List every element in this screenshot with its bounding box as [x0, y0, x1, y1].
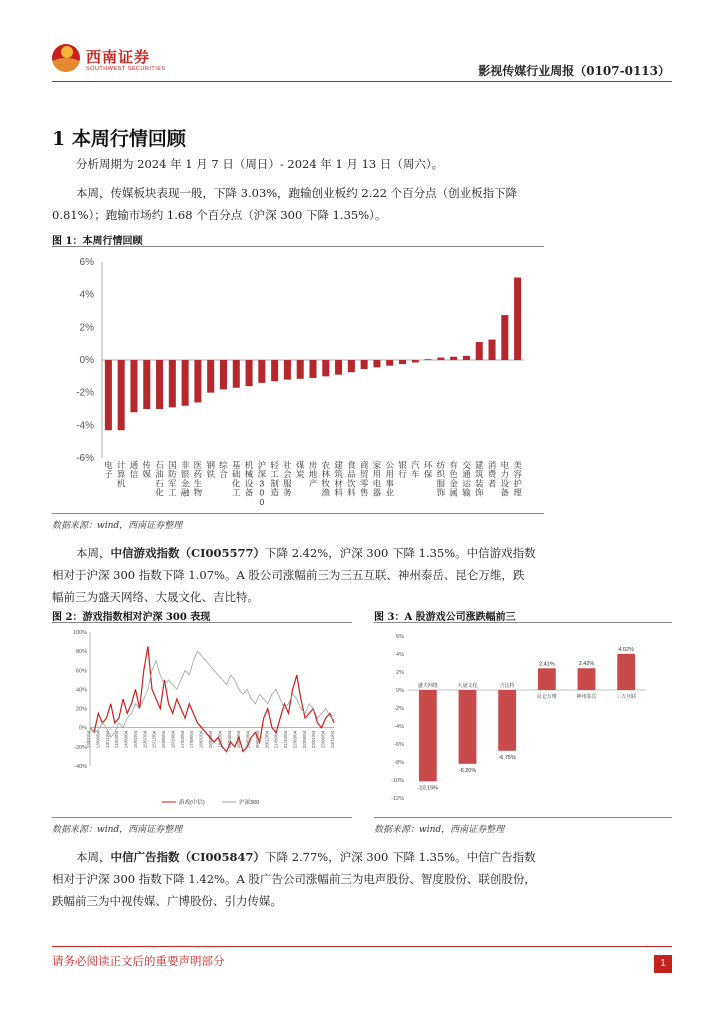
x-tick-label: 22/08/04: [301, 730, 307, 749]
figure3-caption: 图 3：A 股游戏公司涨跌幅前三: [374, 612, 516, 623]
bar: [498, 690, 516, 751]
x-tick-label: 19/04/04: [226, 730, 232, 749]
data-label: 2.41%: [539, 661, 555, 668]
bar: [143, 360, 150, 409]
bar: [437, 358, 444, 360]
paragraph-summary-line1: 本周，传媒板块表现一般，下降 3.03%，跑输创业板约 2.22 个百分点（创业板指下降: [76, 186, 518, 200]
legend-label: 游戏(中信): [179, 800, 205, 806]
bar: [578, 668, 596, 690]
data-label: -10.15%: [417, 785, 439, 792]
x-tick-label: 21/05/04: [273, 730, 279, 749]
figure1-source: 数据来源：wind，西南证券整理: [52, 521, 183, 531]
x-tick-label: 17/03/04: [179, 730, 185, 749]
y-tick-label: -6%: [76, 453, 94, 464]
x-tick-label: 15/12/04: [151, 730, 157, 749]
bar: [425, 359, 432, 360]
bar: [335, 360, 342, 375]
bar: [617, 654, 635, 690]
p4-line3: 跌幅前三为中视传媒、广博股份、引力传媒。: [52, 894, 282, 908]
y-tick-label: 80%: [75, 649, 87, 656]
data-label: -8.20%: [458, 767, 477, 774]
x-tick-label: 22/03/04: [292, 730, 298, 749]
bar: [246, 360, 253, 386]
x-tick-label: 国防军工: [168, 460, 177, 498]
y-tick-label: 6%: [396, 634, 404, 640]
figure2-caption: 图 2：游戏指数相对沪深 300 表现: [52, 612, 211, 623]
x-tick-label: 昆仑万维: [536, 694, 557, 700]
x-tick-label: 13/11/04: [104, 730, 110, 748]
x-tick-label: 沪深 3 0 0: [257, 460, 267, 507]
x-tick-label: 公用事业: [385, 460, 394, 498]
y-tick-label: -40%: [74, 764, 87, 770]
x-tick-label: 三五互联: [616, 694, 637, 700]
p4-line2: 相对于沪深 300 指数下降 1.42%。A 股广告公司涨幅前三为电声股份、智度股份、联创股份，: [52, 872, 536, 886]
bar: [348, 360, 355, 372]
section-title: 1 本周行情回顾: [52, 128, 186, 150]
y-tick-label: 2%: [79, 322, 94, 334]
figure1-bottom-rule: [52, 513, 544, 514]
y-tick-label: 4%: [79, 289, 94, 301]
x-tick-label: 15/07/04: [142, 730, 148, 749]
x-tick-label: 16/05/04: [161, 730, 167, 749]
p3-suffix: 下降 2.42%，沪深 300 下降 1.35%。中信游戏指数: [265, 546, 536, 560]
bar: [130, 360, 137, 412]
x-tick-label: 钢铁: [206, 460, 215, 480]
y-tick-label: -12%: [391, 796, 404, 802]
header-divider: [52, 81, 672, 82]
x-tick-label: 18/01/04: [198, 730, 204, 749]
p3-prefix: 本周，: [76, 546, 111, 560]
bar: [297, 360, 304, 379]
x-tick-label: 建筑材料: [334, 460, 343, 498]
bar: [207, 360, 214, 393]
y-tick-label: 20%: [75, 706, 87, 713]
x-tick-label: 通信: [129, 460, 139, 480]
figure1-top-rule: [52, 246, 544, 247]
legend-label: 沪深300: [239, 800, 260, 806]
x-tick-label: 21/10/04: [283, 730, 289, 749]
logo-icon: [52, 44, 80, 72]
figure3-top-rule: [374, 622, 672, 623]
y-tick-label: 6%: [79, 257, 94, 268]
y-tick-label: 0%: [79, 725, 87, 732]
report-title: 影视传媒行业周报（0107-0113）: [478, 64, 670, 78]
x-tick-label: 房地产: [308, 460, 318, 489]
x-tick-label: 电子: [104, 460, 113, 480]
y-tick-label: -10%: [391, 778, 404, 784]
x-tick-label: 环保: [423, 460, 433, 480]
logo-text: 西南证券: [86, 48, 151, 66]
paragraph-summary-line2: 0.81%）；跑输市场约 1.68 个百分点（沪深 300 下降 1.35%）。: [52, 208, 387, 222]
bar: [182, 360, 189, 406]
x-tick-label: 综合: [219, 460, 228, 480]
x-tick-label: 盛天网络: [417, 683, 438, 689]
paragraph-game-index: [52, 542, 672, 608]
x-tick-label: 13/06/04: [95, 730, 101, 749]
x-tick-label: 建筑装饰: [474, 460, 484, 498]
bar: [399, 360, 406, 364]
x-tick-label: 商贸零售: [359, 460, 369, 498]
figure3-chart: [374, 624, 672, 816]
x-tick-label: 银行: [398, 460, 407, 480]
p3-line3: 幅前三为盛天网络、大晟文化、吉比特。: [52, 590, 259, 604]
x-tick-label: 交通运输: [462, 460, 471, 498]
bar: [489, 340, 496, 360]
y-tick-label: -20%: [74, 744, 87, 751]
p4-suffix: 下降 2.77%，沪深 300 下降 1.35%。中信广告指数: [265, 850, 536, 864]
bar: [233, 360, 240, 388]
y-tick-label: 40%: [75, 687, 87, 694]
x-tick-label: 20/12/04: [264, 730, 270, 749]
x-tick-label: 20/07/04: [254, 730, 260, 749]
bar: [105, 360, 112, 430]
y-tick-label: 0%: [79, 355, 94, 366]
x-tick-label: 社会服务: [283, 460, 292, 498]
figure1-chart: [52, 248, 544, 512]
x-tick-label: 14/04/04: [114, 730, 120, 749]
bar: [156, 360, 163, 409]
figure2-chart: [52, 624, 352, 816]
bar: [271, 360, 278, 381]
x-tick-label: 15/02/04: [132, 730, 138, 749]
x-tick-label: 煤炭: [295, 460, 305, 480]
x-tick-label: 石油石化: [155, 460, 164, 498]
x-tick-label: 23/01/04: [311, 730, 317, 749]
x-tick-label: 食品饮料: [347, 460, 356, 498]
x-tick-label: 电力设备: [500, 460, 510, 498]
y-tick-label: -6%: [394, 742, 404, 748]
x-tick-label: 农林牧渔: [321, 460, 331, 498]
x-tick-label: 17/08/04: [189, 730, 195, 749]
x-tick-label: 23/06/04: [320, 730, 326, 749]
bar: [361, 360, 368, 369]
y-tick-label: 60%: [75, 668, 87, 675]
logo-subtext: SOUTHWEST SECURITIES: [86, 66, 166, 72]
x-tick-label: 机械设备: [244, 460, 254, 498]
x-tick-label: 20/02/04: [245, 730, 251, 749]
bar: [169, 360, 176, 407]
bar: [386, 360, 393, 366]
y-tick-label: 4%: [396, 652, 404, 658]
bar: [476, 342, 483, 360]
x-tick-label: 18/06/04: [208, 730, 213, 749]
x-tick-label: 18/11/04: [217, 730, 223, 748]
y-tick-label: -2%: [394, 706, 404, 712]
y-tick-label: -4%: [76, 420, 94, 432]
x-tick-label: 非银金融: [180, 460, 190, 498]
p3-line2: 相对于沪深 300 指数下降 1.07%。A 股公司涨幅前三为三五互联、神州泰岳、昆仑万维，跌: [52, 568, 525, 582]
figure2-bottom-rule: [52, 817, 352, 818]
bar: [501, 315, 508, 360]
y-tick-label: 100%: [72, 630, 87, 636]
figure3-bottom-rule: [374, 817, 672, 818]
paragraph-ad-index: [52, 846, 672, 912]
x-tick-label: 传媒: [142, 460, 152, 480]
bar: [118, 360, 125, 430]
x-tick-label: 神州泰岳: [576, 694, 597, 700]
bar: [514, 278, 521, 360]
x-tick-label: 基础化工: [232, 460, 241, 498]
x-tick-label: 19/09/04: [236, 730, 242, 749]
bar: [419, 690, 437, 781]
x-tick-label: 汽车: [411, 460, 420, 480]
x-tick-label: 大晟文化: [457, 683, 478, 689]
bar: [412, 360, 419, 362]
x-tick-label: 纺织服饰: [436, 460, 446, 498]
x-tick-label: 吉比特: [499, 683, 515, 689]
data-label: -6.75%: [498, 754, 516, 761]
figure3-source: 数据来源：wind，西南证券整理: [374, 825, 505, 835]
paragraph-period: 分析周期为 2024 年 1 月 7 日（周日）- 2024 年 1 月 13 日（周六）。: [76, 157, 444, 171]
figure1-caption: 图 1：本周行情回顾: [52, 236, 143, 247]
footer-disclaimer: 请务必阅读正文后的重要声明部分: [52, 954, 225, 968]
footer-divider: [52, 946, 672, 947]
data-label: 4.02%: [618, 646, 634, 653]
page-number: 1: [654, 955, 672, 973]
bar: [220, 360, 227, 389]
p4-prefix: 本周，: [76, 850, 111, 864]
x-tick-label: 16/10/04: [170, 730, 176, 749]
bar: [284, 360, 291, 380]
y-tick-label: -8%: [394, 760, 404, 766]
bar: [538, 668, 556, 690]
x-tick-label: 13/01/04: [86, 730, 91, 749]
data-label: 2.42%: [578, 661, 595, 668]
x-tick-label: 14/09/04: [123, 730, 129, 749]
paragraph-summary: [52, 182, 672, 226]
x-tick-label: 美容护理: [513, 460, 522, 498]
p3-index-name: 中信游戏指数（CI005577）: [110, 546, 266, 560]
bar: [373, 360, 380, 367]
x-tick-label: 有色金属: [449, 460, 458, 498]
bar: [309, 360, 316, 378]
x-tick-label: 23/11/04: [330, 730, 335, 748]
p4-index-name: 中信广告指数（CI005847）: [110, 850, 266, 864]
y-tick-label: -4%: [394, 724, 404, 730]
series-line: [90, 651, 334, 737]
bar: [258, 360, 265, 383]
figure2-top-rule: [52, 622, 352, 623]
y-tick-label: 2%: [396, 670, 404, 676]
y-tick-label: -2%: [76, 387, 94, 399]
y-tick-label: 0%: [396, 688, 404, 694]
bar: [459, 690, 477, 764]
x-tick-label: 消费者: [487, 460, 497, 489]
figure2-source: 数据来源：wind，西南证券整理: [52, 825, 183, 835]
x-tick-label: 轻工制造: [270, 460, 279, 498]
bar: [322, 360, 329, 376]
bar: [450, 357, 457, 360]
x-tick-label: 医药生物: [193, 460, 203, 498]
bar: [463, 356, 470, 360]
x-tick-label: 计算机: [116, 460, 126, 489]
bar: [194, 360, 201, 402]
x-tick-label: 家用电器: [372, 460, 382, 498]
